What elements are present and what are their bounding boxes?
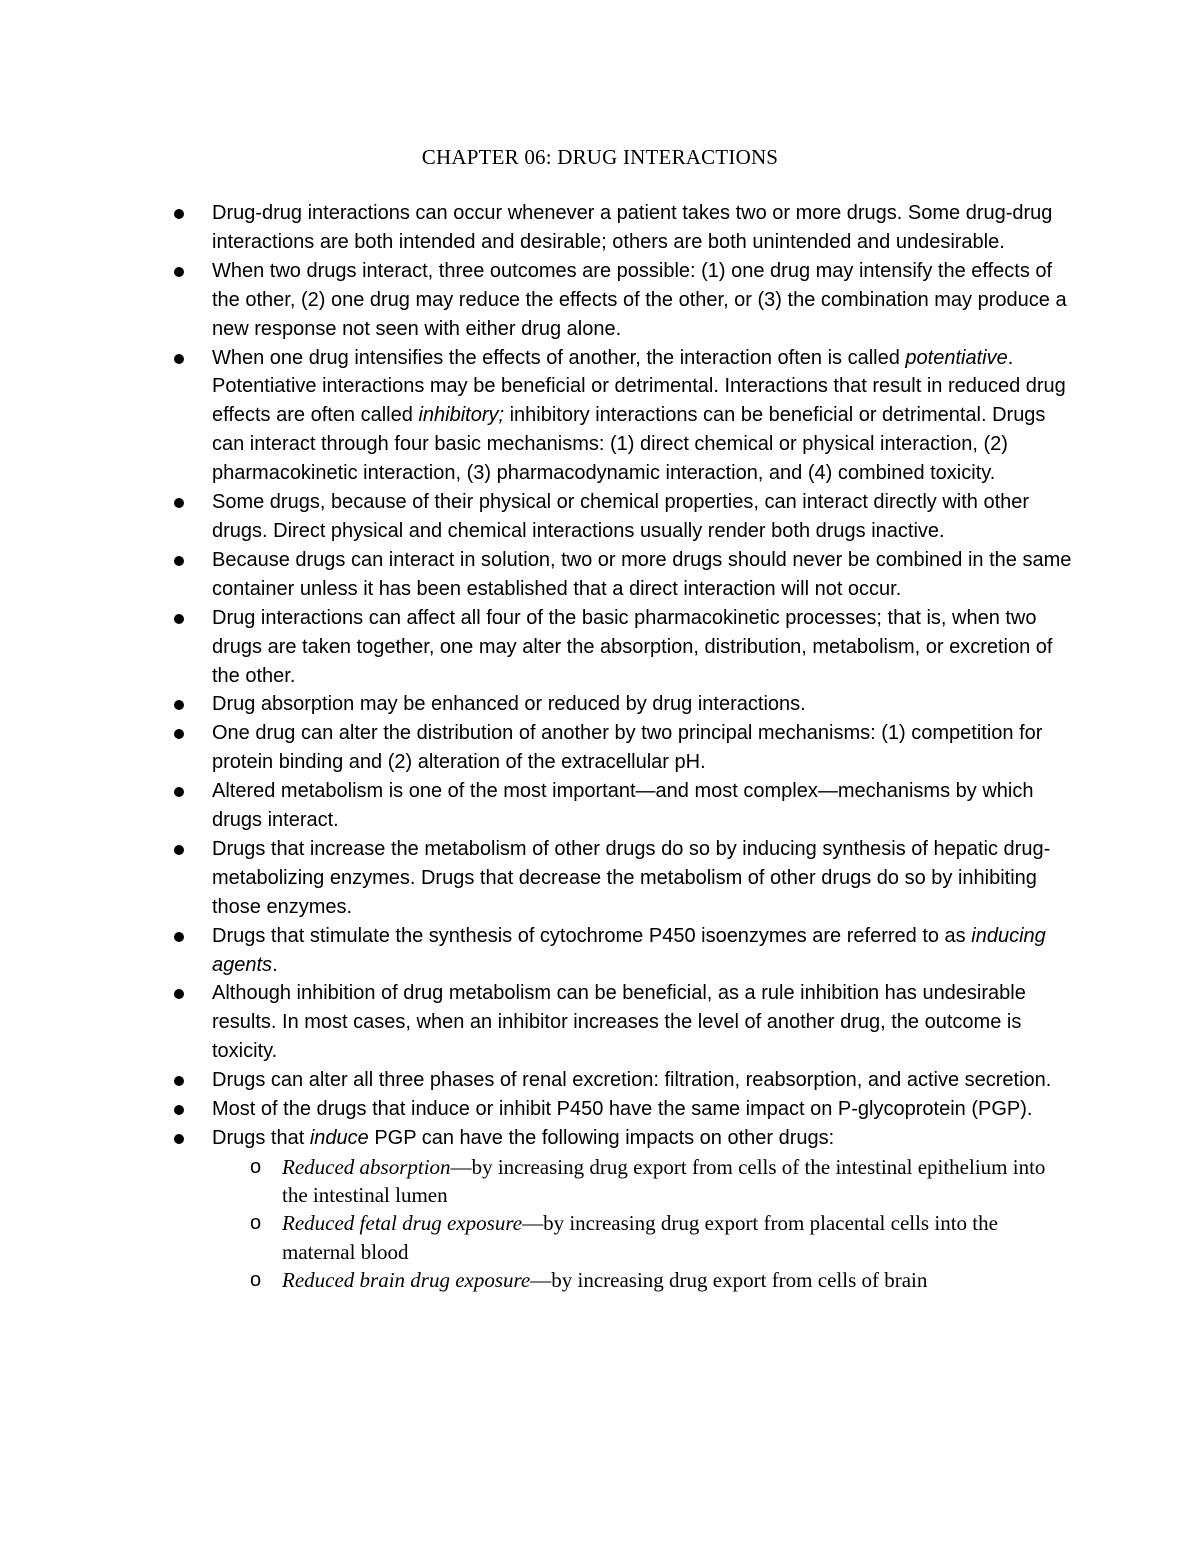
bullet-icon — [174, 267, 184, 277]
sub-bullet-icon: o — [250, 1155, 262, 1178]
emphasis-term: potentiative — [905, 346, 1008, 369]
list-item: Altered metabolism is one of the most important—and most complex—mechanisms by which drugs interact. — [0, 777, 1072, 835]
bullet-icon — [174, 556, 184, 566]
bullet-icon — [174, 787, 184, 797]
bullet-icon — [174, 614, 184, 624]
bullet-icon — [174, 1076, 184, 1086]
list-item: Drug interactions can affect all four of the basic pharmacokinetic processes; that is, when two drugs are taken together, one may alter the absorption, distribution, metabolism, or excretion of the other. — [0, 604, 1072, 691]
list-item: When one drug intensifies the effects of another, the interaction often is called potentiative. Potentiative interactions may be beneficial or detrimental. Interactions that result in reduced drug effects are often called inhibitory; inhibitory interactions can be beneficial or detrimental. Drugs can interact through four basic mechanisms: (1) direct chemical or physical interaction, (2) pharmacokinetic interaction, (3) pharmacodynamic interaction, and (4) combined toxicity. — [0, 344, 1072, 489]
bullet-icon — [174, 700, 184, 710]
sub-bullet-icon: o — [250, 1212, 262, 1235]
sub-bullet-icon: o — [250, 1268, 262, 1291]
bullet-icon — [174, 1105, 184, 1115]
list-item: Drug-drug interactions can occur whenever a patient takes two or more drugs. Some drug-drug interactions are both intended and desirable; others are both unintended and undesirable. — [0, 199, 1072, 257]
list-item: Most of the drugs that induce or inhibit P450 have the same impact on P-glycoprotein (PGP). — [0, 1095, 1072, 1124]
list-item: One drug can alter the distribution of another by two principal mechanisms: (1) competition for protein binding and (2) alteration of the extracellular pH. — [0, 719, 1072, 777]
list-item: When two drugs interact, three outcomes are possible: (1) one drug may intensify the effects of the other, (2) one drug may reduce the effects of the other, or (3) the combination may produce a new response not seen with either drug alone. — [0, 257, 1072, 344]
sub-list-item: o Reduced absorption—by increasing drug export from cells of the intestinal epithelium into the intestinal lumen — [250, 1154, 1046, 1208]
list-item: Although inhibition of drug metabolism can be beneficial, as a rule inhibition has undesirable results. In most cases, when an inhibitor increases the level of another drug, the outcome is toxicity. — [0, 979, 1072, 1066]
list-item: Drug absorption may be enhanced or reduced by drug interactions. — [0, 690, 1072, 719]
bullet-icon — [174, 845, 184, 855]
bullet-icon — [174, 729, 184, 739]
list-item: Some drugs, because of their physical or chemical properties, can interact directly with other drugs. Direct physical and chemical interactions usually render both drugs inactive. — [0, 488, 1072, 546]
bullet-icon — [174, 498, 184, 508]
page-title: CHAPTER 06: DRUG INTERACTIONS — [421, 145, 779, 169]
sub-bullet-list — [212, 1153, 1072, 1294]
sub-list-item: o Reduced fetal drug exposure—by increasing drug export from placental cells into the maternal blood — [250, 1211, 998, 1264]
sub-list-item: o Reduced brain drug exposure—by increasing drug export from cells of brain — [0, 1266, 1062, 1294]
bullet-icon — [174, 1134, 184, 1144]
list-item: Drugs that stimulate the synthesis of cytochrome P450 isoenzymes are referred to as inducing agents. — [0, 922, 1072, 980]
emphasis-term: inducing agents — [212, 924, 1046, 976]
list-item: Drugs can alter all three phases of renal excretion: filtration, reabsorption, and active secretion. — [0, 1066, 1072, 1095]
bullet-icon — [174, 354, 184, 364]
bullet-icon — [174, 209, 184, 219]
list-item: Drugs that increase the metabolism of other drugs do so by inducing synthesis of hepatic drug-metabolizing enzymes. Drugs that decrease the metabolism of other drugs do so by inhibiting those enzymes. — [0, 835, 1072, 922]
bullet-list — [0, 199, 1200, 1294]
list-item: Drugs that induce PGP can have the following impacts on other drugs: o Reduced absorption—by increasing drug export from cells of the intestinal epithelium into the intestinal lumen o Reduced fetal drug exposure—by increasing drug export from placental cells into the maternal blood o Reduced brain drug exposure—by increasing drug export from cells of brain — [0, 1124, 1072, 1294]
list-item: Because drugs can interact in solution, two or more drugs should never be combined in the same container unless it has been established that a direct interaction will not occur. — [0, 546, 1072, 604]
emphasis-term: induce — [309, 1127, 369, 1149]
bullet-icon — [174, 932, 184, 942]
emphasis-term: Reduced absorption — [282, 1154, 451, 1179]
emphasis-term: inhibitory; — [418, 404, 505, 427]
emphasis-term: Reduced brain drug exposure — [282, 1267, 531, 1292]
emphasis-term: Reduced fetal drug exposure — [282, 1211, 523, 1236]
bullet-icon — [174, 989, 184, 999]
